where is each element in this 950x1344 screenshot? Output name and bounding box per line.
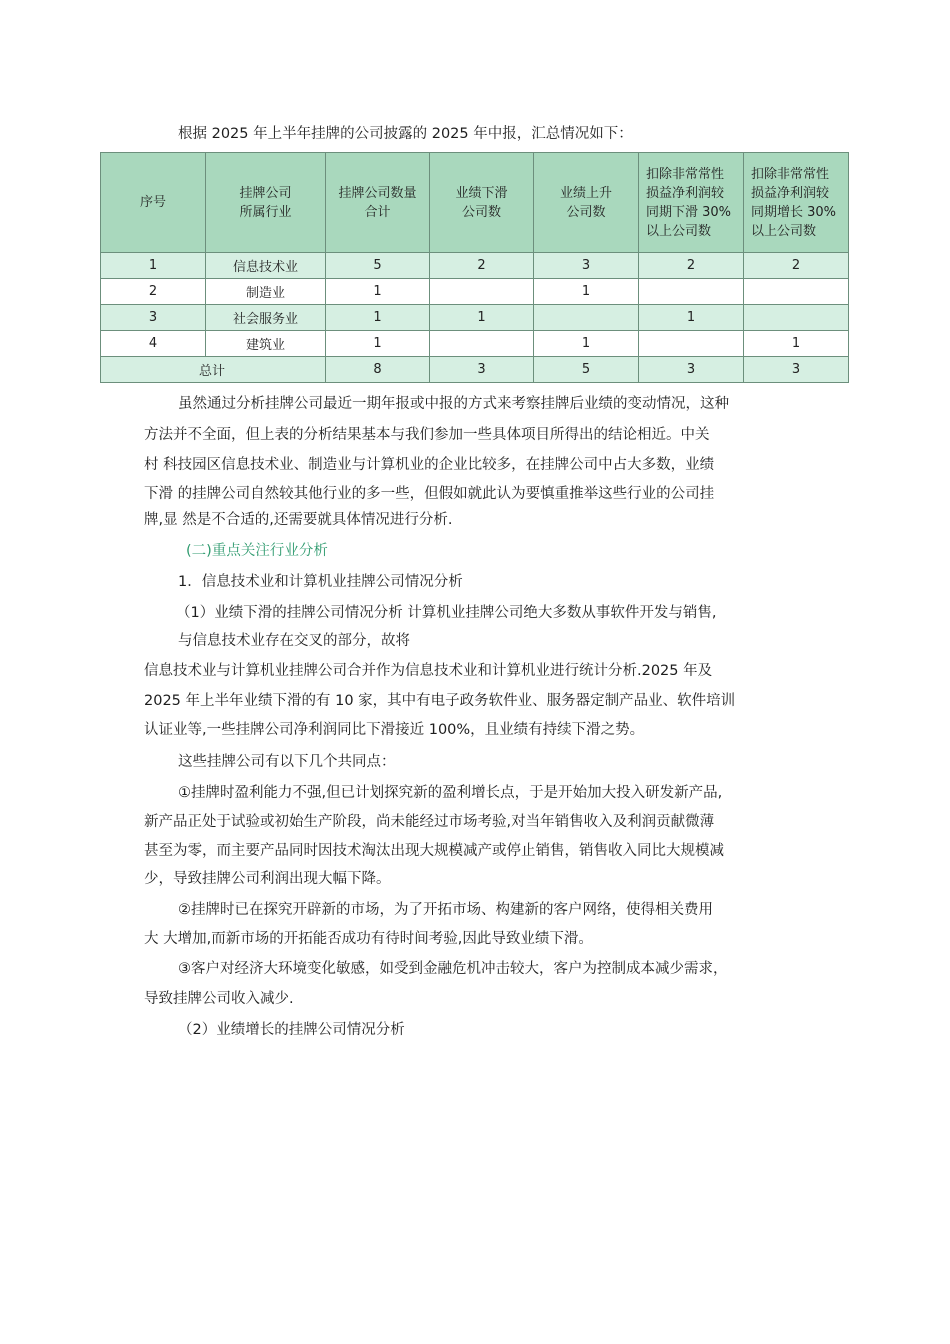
paragraph-line: ③客户对经济大环境变化敏感，如受到金融危机冲击较大，客户为控制成本减少需求， [178, 961, 728, 977]
paragraph-line: 甚至为零，而主要产品同时因技术淘汰出现大规模减产或停止销售，销售收入同比大规模减 [144, 843, 724, 859]
header-line: 损益净利润较 [751, 185, 830, 201]
paragraph-line: 虽然通过分析挂牌公司最近一期年报或中报的方式来考察挂牌后业绩的变动情况，这种 [178, 396, 729, 412]
cell-up30: 1 [744, 331, 849, 357]
cell-total: 1 [326, 331, 430, 357]
cell-total: 1 [326, 305, 430, 331]
paragraph-line: 方法并不全面，但上表的分析结果基本与我们参加一些具体项目所得出的结论相近。中关 [144, 427, 710, 443]
cell-up: 1 [534, 331, 639, 357]
header-line: 业绩上升 [559, 185, 612, 201]
cell-industry: 建筑业 [206, 331, 326, 357]
header-line: 业绩下滑 [455, 185, 508, 201]
header-line: 同期增长 30% [751, 204, 837, 220]
header-line: 同期下滑 30% [646, 204, 732, 220]
total-count: 8 [326, 357, 430, 383]
cell-industry: 信息技术业 [206, 253, 326, 279]
cell-industry: 社会服务业 [206, 305, 326, 331]
cell-total: 5 [326, 253, 430, 279]
cell-no: 1 [101, 253, 206, 279]
header-line: 挂牌公司数量 [338, 185, 417, 201]
cell-down [430, 279, 534, 305]
cell-no: 3 [101, 305, 206, 331]
total-down30: 3 [639, 357, 744, 383]
paragraph-line: 与信息技术业存在交叉的部分，故将 [178, 633, 410, 649]
header-line: 公司数 [566, 204, 606, 220]
total-label: 总计 [101, 357, 326, 383]
header-decline-30 [639, 153, 744, 253]
cell-total: 1 [326, 279, 430, 305]
paragraph-line: 少，导致挂牌公司利润出现大幅下降。 [144, 871, 391, 887]
paragraph-line: 村 科技园区信息技术业、制造业与计算机业的企业比较多，在挂牌公司中占大多数，业绩 [144, 457, 715, 473]
paragraph-line: 下滑 的挂牌公司自然较其他行业的多一些，但假如就此认为要慎重推举这些行业的公司挂 [144, 486, 715, 502]
cell-up30 [744, 279, 849, 305]
header-line: 扣除非常常性 [751, 166, 830, 182]
header-line: 公司数 [461, 204, 501, 220]
summary-table [100, 152, 849, 383]
table-row [101, 305, 849, 331]
cell-down: 1 [430, 305, 534, 331]
cell-industry: 制造业 [206, 279, 326, 305]
subheading: （2）业绩增长的挂牌公司情况分析 [178, 1022, 405, 1038]
paragraph-line: ①挂牌时盈利能力不强,但已计划探究新的盈利增长点，于是开始加大投入研发新产品, [178, 785, 723, 801]
table-row [101, 279, 849, 305]
header-serial: 序号 [101, 153, 206, 253]
header-growth-30 [744, 153, 849, 253]
header-rise-count [534, 153, 639, 253]
table-row [101, 331, 849, 357]
paragraph-line: 认证业等,一些挂牌公司净利润同比下滑接近 100%，且业绩有持续下滑之势。 [144, 722, 645, 738]
cell-up30: 2 [744, 253, 849, 279]
common-points-intro: 这些挂牌公司有以下几个共同点： [178, 754, 396, 770]
paragraph-line: （1）业绩下滑的挂牌公司情况分析 计算机业挂牌公司绝大多数从事软件开发与销售, [176, 605, 717, 621]
header-line: 以上公司数 [646, 223, 712, 239]
paragraph-line: ②挂牌时已在探究开辟新的市场，为了开拓市场、构建新的客户网络，使得相关费用 [178, 902, 713, 918]
table-row [101, 253, 849, 279]
cell-down30: 2 [639, 253, 744, 279]
cell-down30 [639, 279, 744, 305]
cell-down30: 1 [639, 305, 744, 331]
header-line: 合计 [364, 204, 391, 220]
cell-up30 [744, 305, 849, 331]
cell-up: 1 [534, 279, 639, 305]
subheading: 1．信息技术业和计算机业挂牌公司情况分析 [178, 574, 463, 590]
cell-down30 [639, 331, 744, 357]
header-total-count [326, 153, 430, 253]
cell-no: 2 [101, 279, 206, 305]
paragraph-line: 新产品正处于试验或初始生产阶段，尚未能经过市场考验,对当年销售收入及利润贡献微薄 [144, 814, 715, 830]
header-industry [206, 153, 326, 253]
table-total-row [101, 357, 849, 383]
cell-up [534, 305, 639, 331]
header-line: 所属行业 [239, 204, 292, 220]
paragraph-line: 导致挂牌公司收入减少. [144, 991, 294, 1007]
paragraph-line: 牌,显 然是不合适的,还需要就具体情况进行分析. [144, 512, 453, 528]
cell-down [430, 331, 534, 357]
section-heading: (二)重点关注行业分析 [186, 543, 328, 559]
total-up30: 3 [744, 357, 849, 383]
total-down: 3 [430, 357, 534, 383]
paragraph-line: 信息技术业与计算机业挂牌公司合并作为信息技术业和计算机业进行统计分析.2025 年及 [144, 663, 713, 679]
header-line: 挂牌公司 [239, 185, 292, 201]
header-decline-count [430, 153, 534, 253]
paragraph-line: 2025 年上半年业绩下滑的有 10 家，其中有电子政务软件业、服务器定制产品业、软件培训 [144, 693, 736, 709]
intro-text: 根据 2025 年上半年挂牌的公司披露的 2025 年中报，汇总情况如下： [178, 126, 633, 142]
header-line: 以上公司数 [751, 223, 817, 239]
header-line: 扣除非常常性 [646, 166, 725, 182]
paragraph-line: 大 大增加,而新市场的开拓能否成功有待时间考验,因此导致业绩下滑。 [144, 931, 593, 947]
cell-no: 4 [101, 331, 206, 357]
header-line: 损益净利润较 [646, 185, 725, 201]
cell-up: 3 [534, 253, 639, 279]
total-up: 5 [534, 357, 639, 383]
cell-down: 2 [430, 253, 534, 279]
table-header-row [101, 153, 849, 253]
